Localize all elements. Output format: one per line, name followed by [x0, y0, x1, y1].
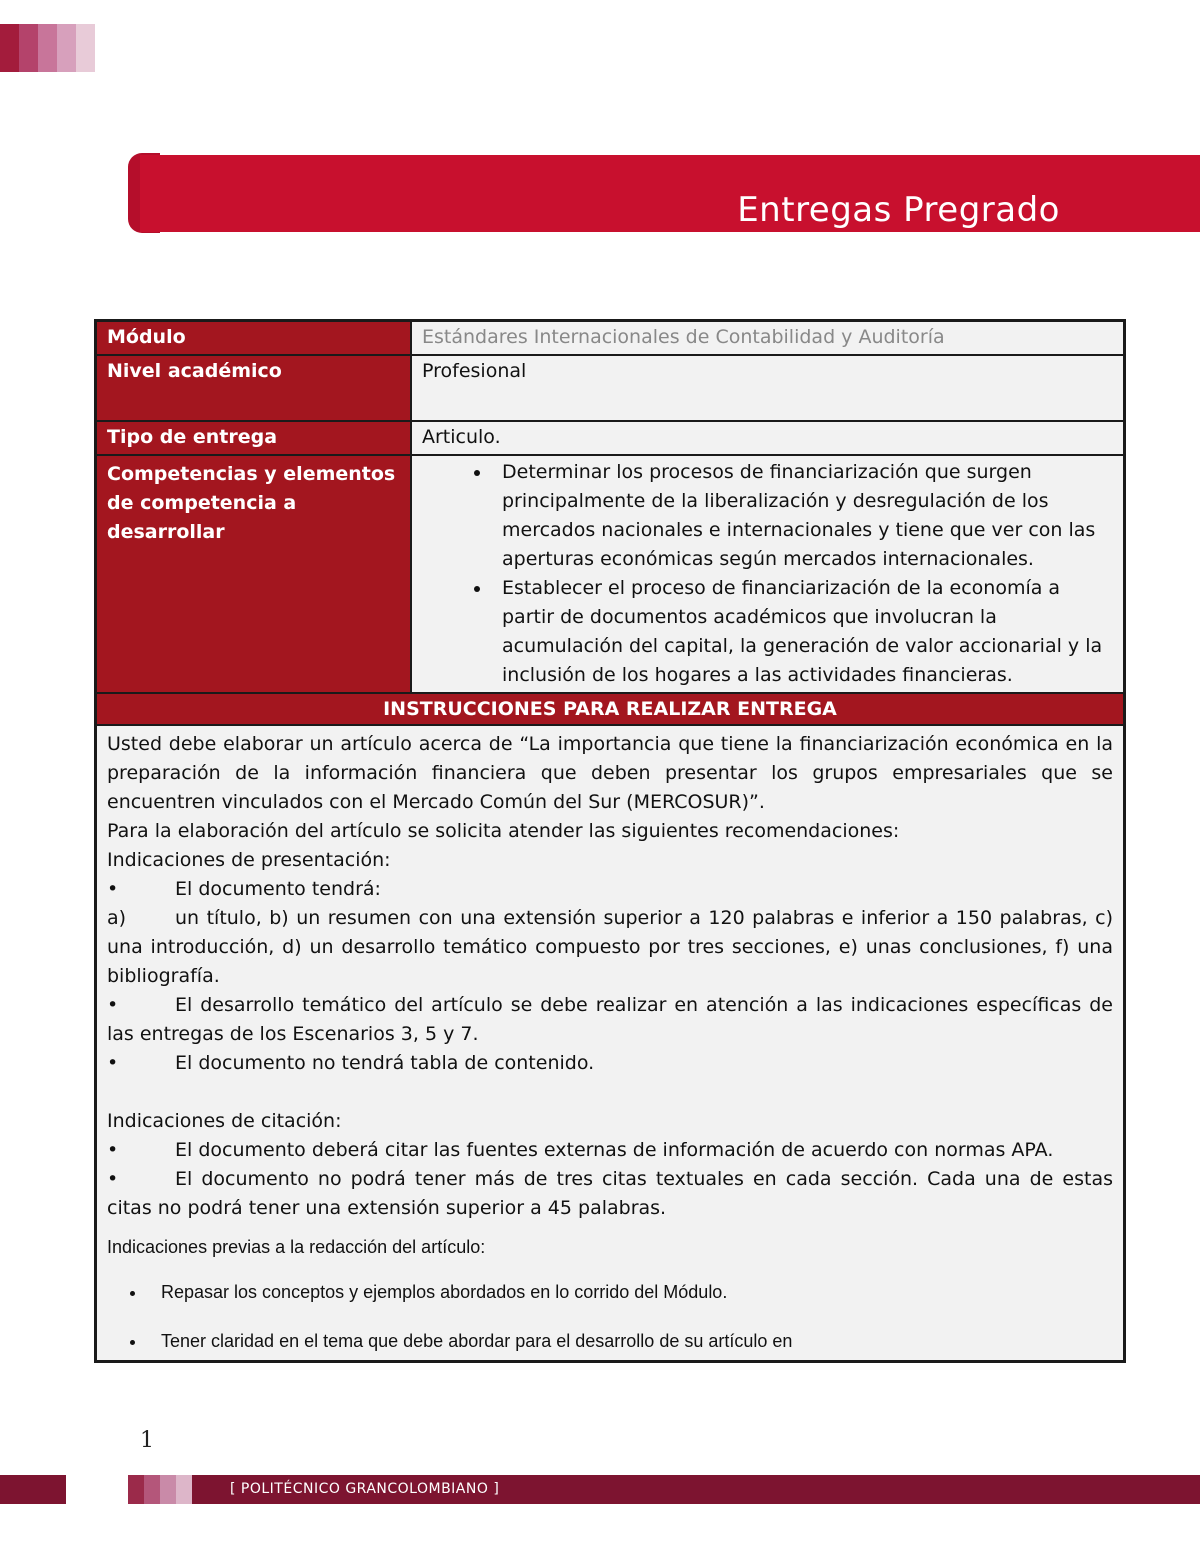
module-label: Módulo	[96, 321, 412, 356]
corner-square-1	[0, 24, 19, 72]
thematic-line	[107, 991, 1113, 1049]
footer-square-2	[144, 1475, 160, 1504]
bullet-mark: •	[107, 1139, 119, 1161]
marker-a: a)	[107, 907, 127, 929]
table-row-module	[96, 321, 1125, 356]
list-item	[107, 1049, 1113, 1078]
previous-item-1: • Repasar los conceptos y ejemplos abordados en lo corrido del Módulo.	[147, 1278, 1113, 1307]
level-value: Profesional	[411, 355, 1125, 421]
table-row-instructions-header	[96, 693, 1125, 725]
previous-heading: Indicaciones previas a la redacción del artículo:	[107, 1237, 486, 1257]
level-label: Nivel académico	[96, 355, 412, 421]
instructions-recommendations: Para la elaboración del artículo se solicita atender las siguientes recomendaciones:	[107, 820, 900, 842]
spacer	[107, 1078, 1113, 1107]
bullet-mark: •	[107, 1052, 119, 1074]
module-value: Estándares Internacionales de Contabilidad y Auditoría	[411, 321, 1125, 356]
bullet-mark: •	[107, 1168, 119, 1190]
footer-decoration	[128, 1475, 192, 1504]
corner-square-4	[57, 24, 76, 72]
competencies-value	[411, 455, 1125, 693]
page-number: 1	[140, 1428, 154, 1453]
table-row-level	[96, 355, 1125, 421]
competency-item-1: • Determinar los procesos de financiarización que surgen principalmente de la liberalización y desregulación de los mercados nacionales e internacionales y tiene que ver con las aperturas económicas según mercados internacionales.	[492, 458, 1113, 574]
corner-square-2	[19, 24, 38, 72]
type-label: Tipo de entrega	[96, 421, 412, 455]
footer-square-4	[176, 1475, 192, 1504]
footer-square-3	[160, 1475, 176, 1504]
presentation-heading: Indicaciones de presentación:	[107, 849, 391, 871]
list-item	[107, 875, 1113, 904]
table-row-type	[96, 421, 1125, 455]
no-toc-text: El documento no tendrá tabla de contenido.	[175, 1052, 595, 1074]
footer-institution: [ POLITÉCNICO GRANCOLOMBIANO ]	[230, 1481, 500, 1497]
corner-square-3	[38, 24, 57, 72]
table-row-instructions-body	[96, 725, 1125, 1362]
parts-line	[107, 904, 1113, 991]
previous-item-2: • Tener claridad en el tema que debe abordar para el desarrollo de su artículo en	[147, 1327, 1113, 1356]
instructions-body	[96, 725, 1125, 1362]
citation-1: El documento deberá citar las fuentes externas de información de acuerdo con normas APA.	[175, 1139, 1054, 1161]
list-item	[107, 1136, 1113, 1165]
thematic-text: El desarrollo temático del artículo se debe realizar en atención a las indicaciones específicas de las entregas de los Escenarios 3, 5 y 7.	[107, 994, 1113, 1045]
parts-text: un título, b) un resumen con una extensión superior a 120 palabras e inferior a 150 palabras, c) una introducción, d) un desarrollo temático compuesto por tres secciones, e) unas conclusiones, f) una bibliografía.	[107, 907, 1113, 987]
corner-decoration	[0, 24, 95, 72]
corner-square-5	[76, 24, 95, 72]
table-row-competencies	[96, 455, 1125, 693]
competencies-list	[422, 458, 1113, 690]
bullet-mark: •	[107, 878, 119, 900]
type-value: Articulo.	[411, 421, 1125, 455]
footer-square-1	[128, 1475, 144, 1504]
previous-list	[107, 1278, 1113, 1356]
footer-left-block	[0, 1475, 66, 1504]
doc-will-have: El documento tendrá:	[175, 878, 381, 900]
citation-heading: Indicaciones de citación:	[107, 1110, 342, 1132]
competency-item-2: • Establecer el proceso de financiarización de la economía a partir de documentos académicos que involucran la acumulación del capital, la generación de valor accionarial y la inclusión de los hogares a las actividades financieras.	[492, 574, 1113, 690]
page-title: Entregas Pregrado	[737, 190, 1060, 230]
assignment-table	[94, 319, 1126, 1363]
instructions-header: INSTRUCCIONES PARA REALIZAR ENTREGA	[96, 693, 1125, 725]
bullet-mark: •	[107, 994, 119, 1016]
competencies-label: Competencias y elementos de competencia a desarrollar	[96, 455, 412, 693]
citation-2: El documento no podrá tener más de tres citas textuales en cada sección. Cada una de estas citas no podrá tener una extensión superior a 45 palabras.	[107, 1168, 1113, 1219]
instructions-intro: Usted debe elaborar un artículo acerca de “La importancia que tiene la financiarización económica en la preparación de la información financiera que deben presentar los grupos empresariales que se encuentren vinculados con el Mercado Común del Sur (MERCOSUR)”.	[107, 733, 1113, 813]
citation-2-line	[107, 1165, 1113, 1223]
